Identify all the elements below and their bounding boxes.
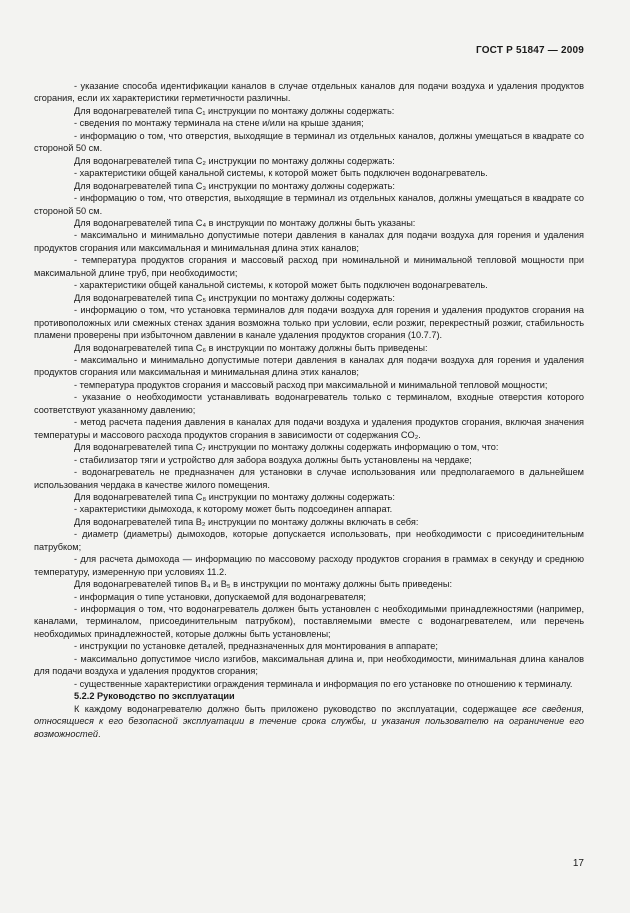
- final-paragraph-end: .: [97, 728, 101, 739]
- paragraph: Для водонагревателей типа B₂ инструкции по монтажу должны включать в себя:: [74, 516, 419, 527]
- page-content: [34, 80, 584, 740]
- paragraph: - диаметр (диаметры) дымоходов, которые допускается использовать, при необходимости с присоединительным патрубком;: [34, 529, 584, 552]
- paragraph: - характеристики дымохода, к которому может быть подсоединен аппарат.: [74, 504, 393, 515]
- paragraph: Для водонагревателей типа C₅ инструкции по монтажу должны содержать:: [74, 292, 395, 303]
- paragraph: Для водонагревателей типа C₄ в инструкции по монтажу должны быть указаны:: [74, 217, 416, 228]
- paragraph: - характеристики общей канальной системы, к которой может быть подключен водонагреватель.: [74, 280, 488, 291]
- paragraph: Для водонагревателей типа C₆ в инструкции по монтажу должны быть приведены:: [74, 342, 428, 353]
- final-paragraph-text: К каждому водонагревателю должно быть приложено руководство по эксплуатации, содержащее: [74, 703, 523, 714]
- paragraph: - водонагреватель не предназначен для установки в случае использования или предполагаемого в дальнейшем использования чердака в качестве жилого помещения.: [34, 467, 584, 490]
- paragraph: - сведения по монтажу терминала на стене и/или на крыше здания;: [74, 118, 364, 129]
- final-paragraph: [34, 703, 584, 740]
- paragraph: - максимально допустимое число изгибов, максимальная длина и, при необходимости, минимальная длина каналов для подачи воздуха и удаления продуктов сгорания;: [34, 653, 584, 677]
- paragraph: Для водонагревателей типа C₇ инструкции по монтажу должны содержать информацию о том, что:: [74, 442, 499, 453]
- paragraph: - информация о том, что водонагреватель должен быть установлен с необходимыми принадлежностями (например, каналами, терминалом, присоединительным патрубком), поставляемыми вместе с водонагревателем, или перечень необходимых принадлежностей, которые должны быть установлены;: [34, 604, 584, 639]
- paragraph: Для водонагревателей типов B₄ и B₅ в инструкции по монтажу должны быть приведены:: [74, 579, 453, 590]
- paragraph: - инструкции по установке деталей, предназначенных для монтирования в аппарате;: [74, 641, 438, 652]
- paragraph: - для расчета дымохода — информацию по массовому расходу продуктов сгорания в граммах в секунду и среднюю температуру, измеренную при условиях 11.2.: [34, 554, 584, 577]
- paragraph: - информацию о том, что отверстия, выходящие в терминал из отдельных каналов, должны умещаться в квадрате со стороной 50 см.: [34, 193, 584, 216]
- paragraph: - информация о типе установки, допускаемой для водонагревателя;: [74, 591, 366, 602]
- paragraph: - максимально и минимально допустимые потери давления в каналах для подачи воздуха для горения и удаления продуктов сгорания или максимальная и минимальная длина этих каналов;: [34, 230, 584, 253]
- paragraph: - существенные характеристики ограждения терминала и информация по его установке по отношению к терминалу.: [74, 678, 573, 689]
- paragraph: - указание способа идентификации каналов в случае отдельных каналов для подачи воздуха и удаления продуктов сгорания, если их характеристики герметичности различны.: [34, 81, 584, 104]
- paragraph: - температура продуктов сгорания и массовый расход при номинальной и минимальной тепловой мощности при максимальной длине труб, при необходимости;: [34, 255, 584, 278]
- paragraph: - стабилизатор тяги и устройство для забора воздуха должны быть установлены на чердаке;: [74, 454, 472, 465]
- paragraph: Для водонагревателей типа C₃ инструкции по монтажу должны содержать:: [74, 180, 395, 191]
- paragraph: - характеристики общей канальной системы, к которой может быть подключен водонагреватель.: [74, 168, 488, 179]
- paragraph: Для водонагревателей типа C₈ инструкции по монтажу должны содержать:: [74, 491, 395, 502]
- paragraph: - информацию о том, что отверстия, выходящие в терминал из отдельных каналов, должны умещаться в квадрате со стороной 50 см.: [34, 130, 584, 154]
- final-paragraph-italic: все сведения, относящиеся к его безопасной эксплуатации в течение срока службы, и указания пользователю на ограничение его возможностей: [34, 703, 584, 739]
- paragraph: - метод расчета падения давления в каналах для подачи воздуха и удаления продуктов сгорания, включая значения температуры и массового расхода продуктов сгорания в зависимости от содержания CO₂.: [34, 417, 584, 440]
- paragraph: Для водонагревателей типа C₂ инструкции по монтажу должны содержать:: [74, 155, 395, 166]
- paragraph: - температура продуктов сгорания и массовый расход при максимальной и минимальной тепловой мощности;: [74, 379, 548, 390]
- paragraph: Для водонагревателей типа C₁ инструкции по монтажу должны содержать:: [74, 105, 395, 116]
- paragraph: - максимально и минимально допустимые потери давления в каналах для подачи воздуха для горения и удаления продуктов сгорания или максимальная и минимальная длина этих каналов;: [34, 354, 584, 378]
- page-number: 17: [572, 858, 584, 869]
- section-heading: 5.2.2 Руководство по эксплуатации: [74, 691, 235, 702]
- paragraph: - указание о необходимости устанавливать водонагреватель только с терминалом, входные отверстия которого соответствуют указанному давлению;: [34, 392, 584, 415]
- standard-header: ГОСТ Р 51847 — 2009: [475, 45, 584, 56]
- paragraph: - информацию о том, что установка терминалов для подачи воздуха для горения и удаления продуктов сгорания на противоположных или смежных стенах здания возможна только при условии, если розжиг, перекрестный розжиг, стабильность пламени проверены при избыточном давлении в канале удаления продуктов сгорания (10.7.7).: [34, 305, 584, 341]
